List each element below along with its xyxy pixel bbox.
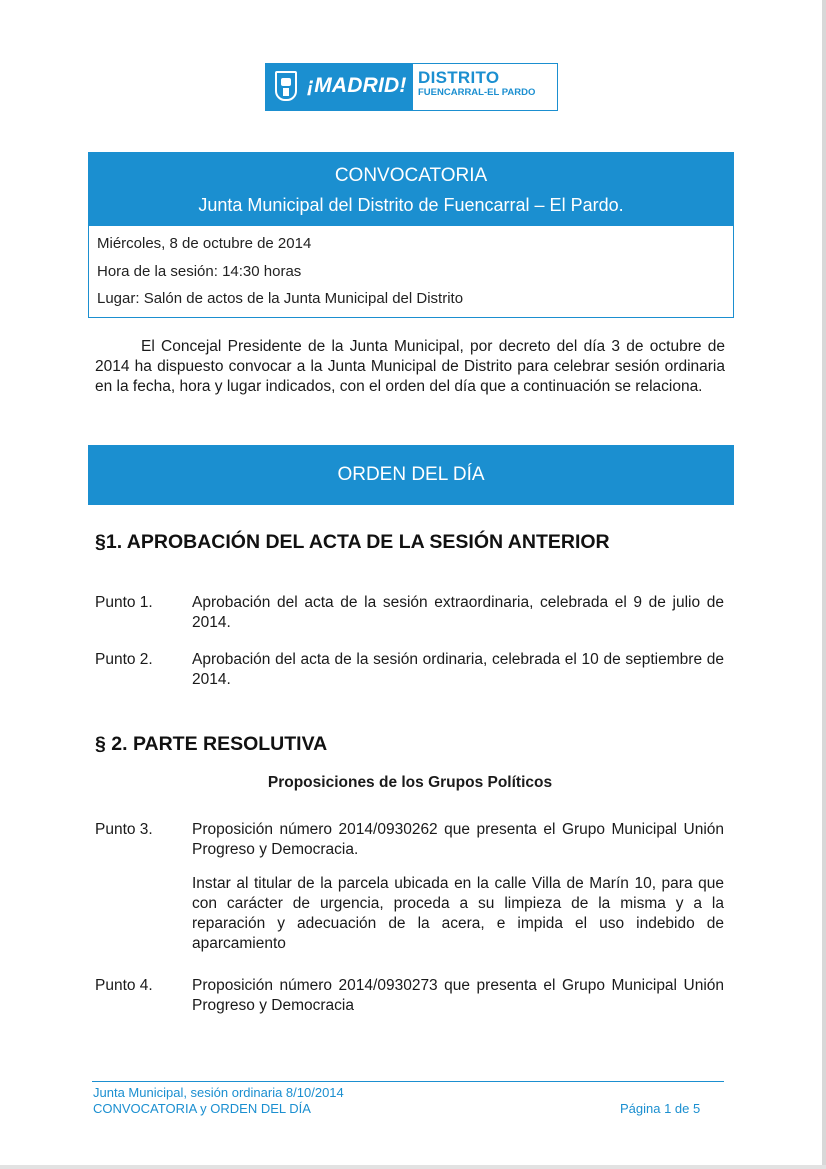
punto-3-label: Punto 3. (95, 821, 153, 838)
punto-4-label: Punto 4. (95, 977, 153, 994)
logo-madrid-text: ¡MADRID! (307, 74, 407, 97)
punto-3-detail: Instar al titular de la parcela ubicada en la calle Villa de Marín 10, para que con carácter de urgencia, proceda a su limpieza de la misma y a la reparación y adecuación de la acera, e impida el uso indebido de aparcamiento (192, 875, 724, 952)
footer-session: Junta Municipal, sesión ordinaria 8/10/2014 (93, 1085, 344, 1100)
logo-district-block (413, 63, 558, 111)
page-edge-bottom (0, 1165, 826, 1169)
punto-1-text: Aprobación del acta de la sesión extraordinaria, celebrada el 9 de julio de 2014. (192, 594, 724, 631)
session-place: Lugar: Salón de actos de la Junta Municipal del Distrito (97, 290, 464, 307)
section-1-heading: §1. APROBACIÓN DEL ACTA DE LA SESIÓN ANTERIOR (95, 531, 610, 553)
page-edge-right (822, 0, 826, 1169)
session-date: Miércoles, 8 de octubre de 2014 (97, 235, 312, 252)
convocatoria-title: CONVOCATORIA (334, 165, 488, 186)
footer-rule (92, 1081, 724, 1082)
convocatoria-subtitle: Junta Municipal del Distrito de Fuencarral – El Pardo. (198, 195, 624, 215)
convocatoria-header (88, 152, 734, 226)
section-2-heading: § 2. PARTE RESOLUTIVA (95, 733, 328, 755)
footer-page-number: Página 1 de 5 (620, 1101, 701, 1116)
orden-del-dia-band (88, 445, 734, 505)
punto-2-text: Aprobación del acta de la sesión ordinaria, celebrada el 10 de septiembre de 2014. (192, 651, 724, 688)
district-logo (265, 63, 558, 111)
punto-2-label: Punto 2. (95, 651, 153, 668)
section-2-subheading: Proposiciones de los Grupos Políticos (267, 774, 553, 791)
coat-of-arms-icon (275, 71, 297, 101)
punto-3-text: Proposición número 2014/0930262 que presenta el Grupo Municipal Unión Progreso y Democracia. (192, 821, 724, 858)
logo-district-name: FUENCARRAL-EL PARDO (418, 87, 536, 98)
session-time: Hora de la sesión: 14:30 horas (97, 263, 302, 280)
orden-del-dia-title: ORDEN DEL DÍA (337, 464, 485, 485)
footer-document-title: CONVOCATORIA y ORDEN DEL DÍA (93, 1101, 311, 1116)
intro-paragraph: El Concejal Presidente de la Junta Municipal, por decreto del día 3 de octubre de 2014 ha dispuesto convocar a la Junta Municipal de Distrito para celebrar sesión ordinaria en la fecha, hora y lugar indicados, con el orden del día que a continuación se relaciona. (95, 338, 725, 395)
punto-1-label: Punto 1. (95, 594, 153, 611)
punto-4-text: Proposición número 2014/0930273 que presenta el Grupo Municipal Unión Progreso y Democracia (192, 977, 724, 1014)
logo-madrid-block (265, 63, 413, 111)
convocatoria-details (88, 226, 734, 318)
logo-distrito-text: DISTRITO (418, 68, 500, 87)
